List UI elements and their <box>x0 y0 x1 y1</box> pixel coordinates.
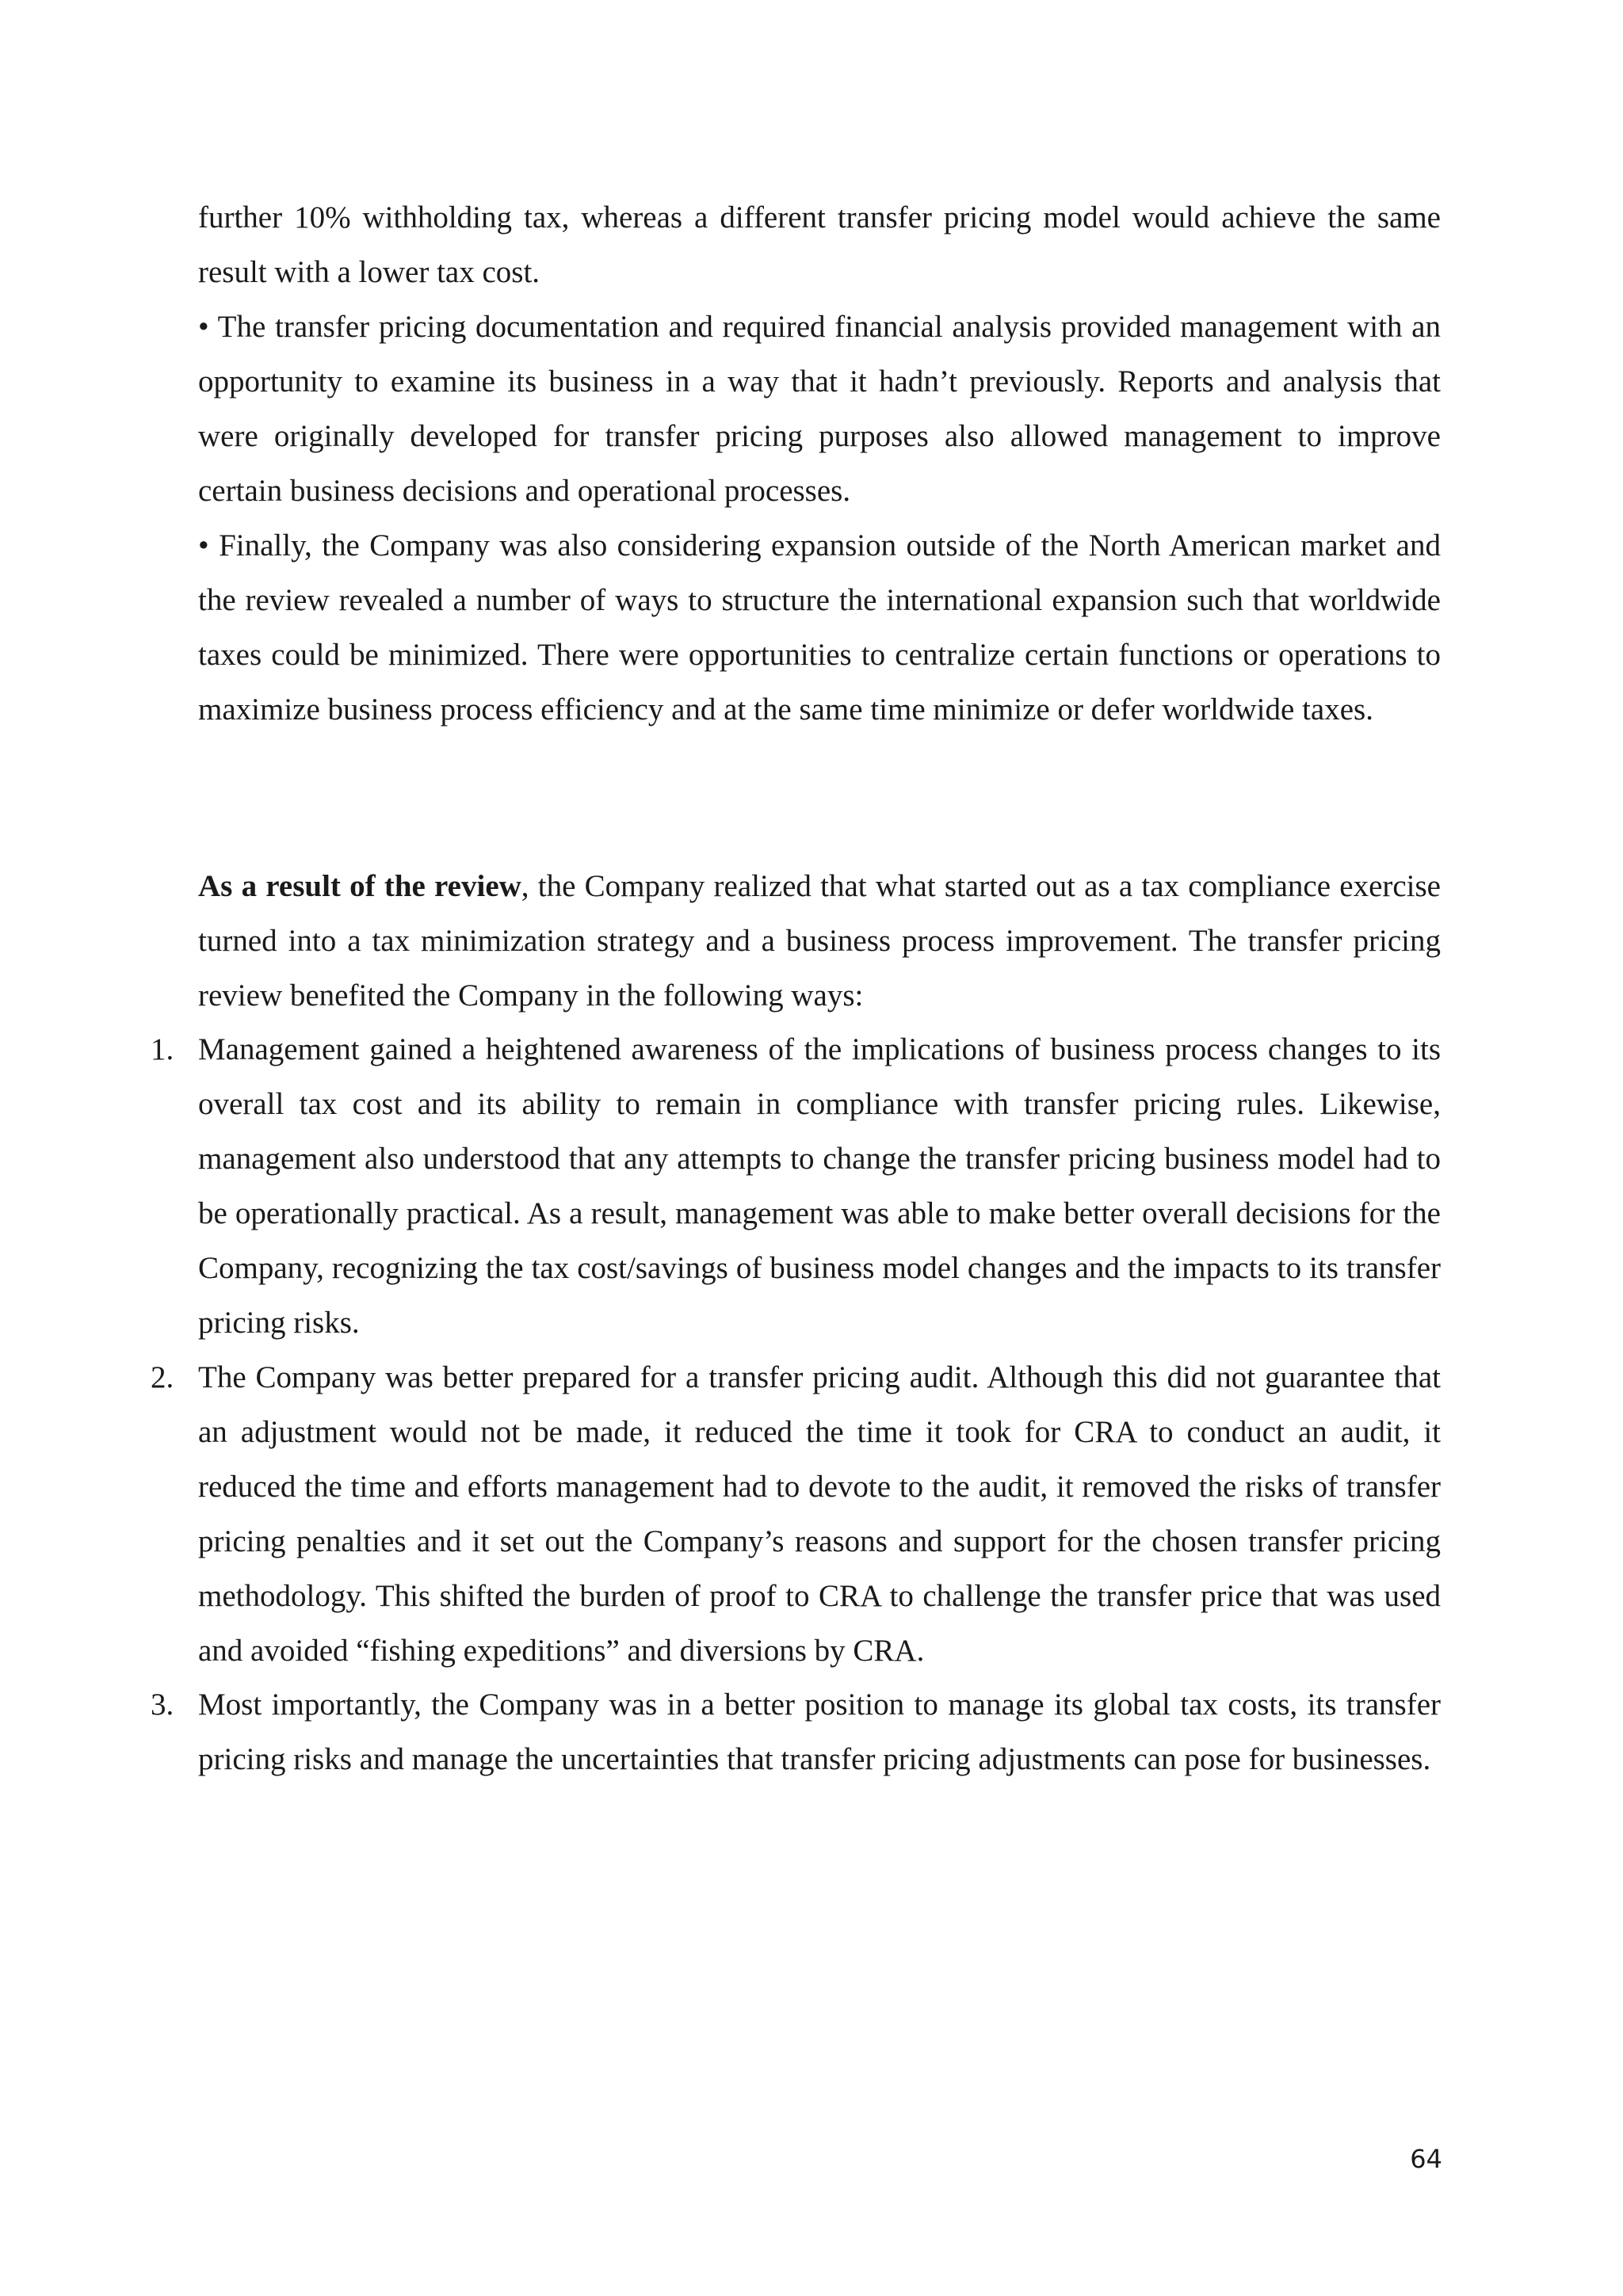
result-lead-bold: As a result of the review <box>198 869 521 903</box>
page-number: 64 <box>1410 2144 1442 2174</box>
benefit-number: 1. <box>151 1032 174 1066</box>
bullet-documentation-paragraph: • The transfer pricing documentation and required financial analysis provided management with an opportunity to examine its business in a way that it hadn’t previously. Reports and analysis that were originally developed for transfer pricing purposes also allowed management to improve certain business decisions and operational processes. <box>198 310 1441 508</box>
benefit-text: Management gained a heightened awareness of the implications of business process changes to its overall tax cost and its ability to remain in compliance with transfer pricing rules. Likewise, management also understood that any attempts to change the transfer pricing business model had to be operationally practical. As a result, management was able to make better overall decisions for the Company, recognizing the tax cost/savings of business model changes and the impacts to its transfer pricing risks. <box>198 1032 1441 1340</box>
benefit-text: Most importantly, the Company was in a better position to manage its global tax costs, its transfer pricing risks and manage the uncertainties that transfer pricing adjustments can pose for businesses. <box>198 1688 1441 1776</box>
benefit-list-item-2 <box>151 1350 1441 1678</box>
bullet-expansion-paragraph: • Finally, the Company was also considering expansion outside of the North American market and the review revealed a number of ways to structure the international expansion such that worldwide taxes could be minimized. There were opportunities to centralize certain functions or operations to maximize business process efficiency and at the same time minimize or defer worldwide taxes. <box>198 528 1441 727</box>
benefit-number: 2. <box>151 1360 174 1394</box>
benefit-list-item-3 <box>151 1677 1441 1787</box>
result-rest-text: , the Company realized that what started out as a tax compliance exercise turned into a tax minimization strategy and a business process improvement. The transfer pricing review benefited the Company in the following ways: <box>198 869 1441 1013</box>
benefit-number: 3. <box>151 1688 174 1722</box>
result-paragraph <box>198 859 1441 1023</box>
benefit-text: The Company was better prepared for a transfer pricing audit. Although this did not guarantee that an adjustment would not be made, it reduced the time it took for CRA to conduct an audit, it reduced the time and efforts management had to devote to the audit, it removed the risks of transfer pricing penalties and it set out the Company’s reasons and support for the chosen transfer pricing methodology. This shifted the burden of proof to CRA to challenge the transfer price that was used and avoided “fishing expeditions” and diversions by CRA. <box>198 1360 1441 1668</box>
continuation-paragraph: further 10% withholding tax, whereas a different transfer pricing model would achieve the same result with a lower tax cost. <box>198 200 1441 289</box>
benefit-list-item-1 <box>151 1022 1441 1350</box>
